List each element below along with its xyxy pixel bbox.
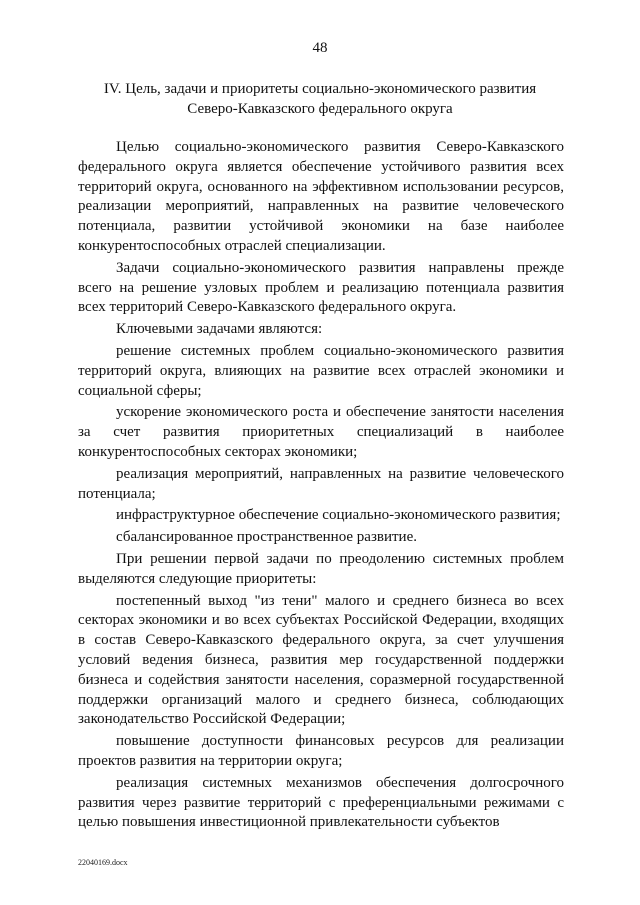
paragraph: постепенный выход "из тени" малого и среднего бизнеса во всех секторах экономики и во всех субъектах Российской Федерации, входящих в состав Северо-Кавказского федерального округа, за счет улучшения условий ведения бизнеса, развития мер государственной поддержки бизнеса и содействия занятости населения, соразмерной государственной поддержки организаций малого и среднего бизнеса, соблюдающих законодательство Российской Федерации; xyxy=(78,592,564,728)
paragraph: реализация системных механизмов обеспечения долгосрочного развития через развитие территорий с преференциальными режимами с целью повышения инвестиционной привлекательности субъектов xyxy=(78,774,564,831)
paragraph: Задачи социально-экономического развития направлены прежде всего на решение узловых проблем и реализацию потенциала развития всех территорий Северо-Кавказского федерального округа. xyxy=(78,259,564,316)
page-number: 48 xyxy=(312,40,328,56)
footer-filename: 22040169.docx xyxy=(78,858,128,867)
paragraph: ускорение экономического роста и обеспечение занятости населения за счет развития приоритетных специализаций в наиболее конкурентоспособных секторах экономики; xyxy=(78,404,564,460)
paragraph: реализация мероприятий, направленных на развитие человеческого потенциала; xyxy=(78,465,564,502)
section-heading xyxy=(60,79,580,119)
section-heading-line-1: IV. Цель, задачи и приоритеты социально-экономического развития xyxy=(103,81,537,97)
section-heading-line-2: Северо-Кавказского федерального округа xyxy=(187,101,453,117)
paragraph: инфраструктурное обеспечение социально-экономического развития; xyxy=(116,507,561,524)
body-text xyxy=(78,138,564,835)
paragraph: Целью социально-экономического развития Северо-Кавказского федерального округа является обеспечение устойчивого развития всех территорий округа, основанного на эффективном использовании ресурсов, реализации мероприятий, направленных на развитие человеческого потенциала, развитии устойчивой экономики на базе наиболее конкурентоспособных отраслей специализации. xyxy=(78,139,564,254)
paragraph: При решении первой задачи по преодолению системных проблем выделяются следующие приоритеты: xyxy=(78,550,564,587)
paragraph: повышение доступности финансовых ресурсов для реализации проектов развития на территории округа; xyxy=(78,733,564,769)
paragraph: сбалансированное пространственное развитие. xyxy=(116,529,417,546)
paragraph: Ключевыми задачами являются: xyxy=(116,321,323,338)
paragraph: решение системных проблем социально-экономического развития территорий округа, влияющих на развитие всех отраслей экономики и социальной сферы; xyxy=(78,342,564,399)
